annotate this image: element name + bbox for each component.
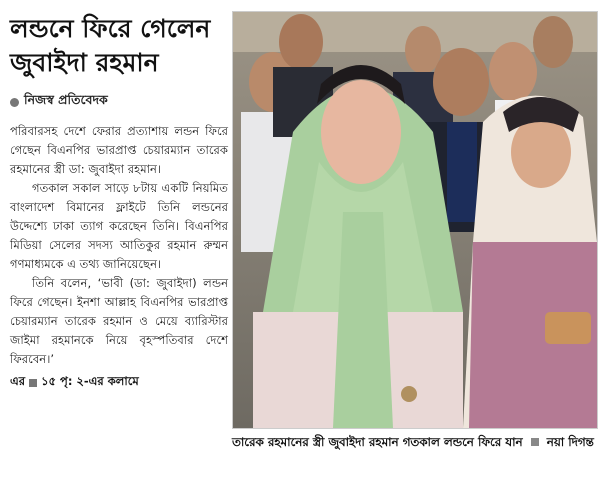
- byline-text: নিজস্ব প্রতিবেদক: [24, 92, 108, 107]
- paragraph-1: পরিবারসহ দেশে ফেরার প্রত্যাশায় লন্ডন ফিরে গেছেন বিএনপির ভারপ্রাপ্ত চেয়ারম্যান তারেক রহমানের স্ত্রী ডা: জুবাইদা রহমান।: [10, 124, 228, 176]
- headline-line-1: লন্ডনে ফিরে গেলেন: [10, 14, 211, 43]
- paragraph-2: গতকাল সকাল সাড়ে ৮টায় একটি নিয়মিত বাংলাদেশ বিমানের ফ্লাইটে তিনি লন্ডনের উদ্দেশ্যে ঢাকা ত্যাগ করেছেন তিনি। বিএনপির মিডিয়া সেলের সদস্য আতিকুর রহমান রুম্মন গণমাধ্যমকে এ তথ্য জানিয়েছেন।: [10, 181, 228, 271]
- article-column: [6, 6, 228, 392]
- news-photo: [232, 11, 598, 429]
- square-bullet-icon: [29, 379, 37, 387]
- article-body: [10, 122, 228, 369]
- continued-prefix: এর: [10, 374, 26, 388]
- photo-credit: নয়া দিগন্ত: [546, 435, 594, 449]
- paragraph-3: তিনি বলেন, ‘ভাবী (ডা: জুবাইদা) লন্ডন ফিরে গেছেন। ইনশা আল্লাহ বিএনপির ভারপ্রাপ্ত চেয়ারম্যান তারেক রহমান ও মেয়ে ব্যারিস্টার জাইমা রহমানকে নিয়ে বৃহস্পতিবার দেশে ফিরবেন।’: [10, 276, 228, 366]
- continued-reference: ১৫ পৃ: ২-এর কলামে: [41, 374, 139, 388]
- continued-note: [10, 373, 228, 392]
- caption-text: তারেক রহমানের স্ত্রী জুবাইদা রহমান গতকাল লন্ডনে ফিরে যান: [232, 435, 523, 449]
- headline-line-2: জুবাইদা রহমান: [10, 48, 159, 77]
- photo-illustration: [233, 12, 597, 428]
- photo-caption: [232, 433, 598, 452]
- byline: [10, 92, 228, 112]
- square-bullet-icon: [531, 438, 539, 446]
- headline: [10, 12, 228, 80]
- bullet-icon: [10, 98, 19, 107]
